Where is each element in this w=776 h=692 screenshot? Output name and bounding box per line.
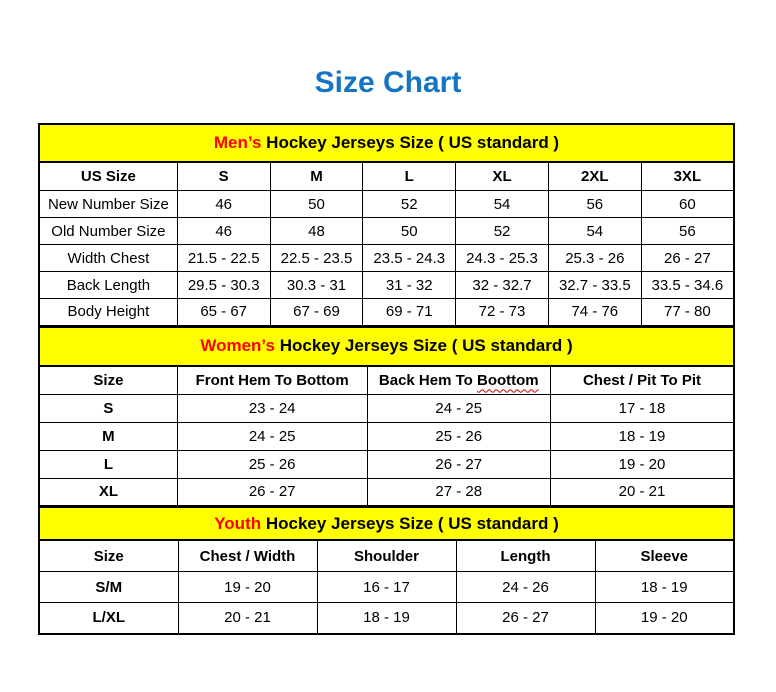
mens-table-title-accent: Men’s [213, 133, 262, 152]
youth-table-title-rest: Hockey Jerseys Size ( US standard ) [261, 513, 559, 533]
table-row [39, 272, 734, 299]
mens-table-title [38, 123, 735, 162]
size-value-cell: 23 - 24 [177, 394, 367, 422]
mens-size-table [38, 162, 735, 327]
womens-section [38, 326, 735, 508]
size-value-cell: 60 [641, 191, 734, 218]
size-value-cell: 54 [548, 218, 641, 245]
misspelled-word: Boottom [476, 371, 539, 389]
size-value-cell: 54 [456, 191, 549, 218]
womens-table-title-rest: Hockey Jerseys Size ( US standard ) [274, 336, 573, 355]
row-label: New Number Size [39, 191, 177, 218]
size-value-cell: 50 [363, 218, 456, 245]
column-header-row [39, 163, 734, 191]
column-header-row [39, 366, 734, 394]
youth-section [38, 506, 735, 635]
size-value-cell: 77 - 80 [641, 299, 734, 326]
size-value-cell: 31 - 32 [363, 272, 456, 299]
column-header: S [177, 163, 270, 191]
table-row [39, 245, 734, 272]
size-value-cell: 32 - 32.7 [456, 272, 549, 299]
size-value-cell: 20 - 21 [551, 478, 735, 506]
size-value-cell: 22.5 - 23.5 [270, 245, 363, 272]
size-value-cell: 74 - 76 [548, 299, 641, 326]
row-label: Old Number Size [39, 218, 177, 245]
size-value-cell: 24.3 - 25.3 [456, 245, 549, 272]
size-chart-body [38, 123, 735, 635]
row-label: Width Chest [39, 245, 177, 272]
size-value-cell: 23.5 - 24.3 [363, 245, 456, 272]
size-value-cell: 19 - 20 [595, 603, 734, 634]
column-header: 3XL [641, 163, 734, 191]
row-label: S/M [39, 572, 178, 603]
column-header: Front Hem To Bottom [177, 366, 367, 394]
column-header: Chest / Width [178, 541, 317, 572]
size-value-cell: 18 - 19 [317, 603, 456, 634]
table-row [39, 603, 734, 634]
table-row [39, 191, 734, 218]
size-value-cell: 20 - 21 [178, 603, 317, 634]
size-value-cell: 25.3 - 26 [548, 245, 641, 272]
row-label: L/XL [39, 603, 178, 634]
size-value-cell: 26 - 27 [456, 603, 595, 634]
size-value-cell: 19 - 20 [551, 450, 735, 478]
size-value-cell: 67 - 69 [270, 299, 363, 326]
row-label: S [39, 394, 177, 422]
womens-table-title-accent: Women’s [200, 336, 275, 355]
size-value-cell: 32.7 - 33.5 [548, 272, 641, 299]
column-header-row [39, 541, 734, 572]
page-title: Size Chart [314, 66, 462, 99]
size-value-cell: 30.3 - 31 [270, 272, 363, 299]
column-header: L [363, 163, 456, 191]
size-value-cell: 69 - 71 [363, 299, 456, 326]
row-label: L [39, 450, 177, 478]
row-label: Back Length [39, 272, 177, 299]
size-value-cell: 52 [363, 191, 456, 218]
size-value-cell: 17 - 18 [551, 394, 735, 422]
table-row [39, 572, 734, 603]
size-value-cell: 46 [177, 218, 270, 245]
table-row [39, 218, 734, 245]
table-row [39, 422, 734, 450]
size-value-cell: 48 [270, 218, 363, 245]
size-value-cell: 33.5 - 34.6 [641, 272, 734, 299]
column-header: Size [39, 366, 177, 394]
column-header: US Size [39, 163, 177, 191]
size-value-cell: 52 [456, 218, 549, 245]
size-value-cell: 27 - 28 [367, 478, 550, 506]
size-value-cell: 24 - 26 [456, 572, 595, 603]
size-value-cell: 25 - 26 [367, 422, 550, 450]
column-header: Chest / Pit To Pit [551, 366, 735, 394]
column-header: M [270, 163, 363, 191]
youth-table-title-accent: Youth [214, 513, 262, 533]
youth-size-table [38, 540, 735, 635]
size-value-cell: 18 - 19 [551, 422, 735, 450]
column-header: 2XL [548, 163, 641, 191]
size-value-cell: 46 [177, 191, 270, 218]
size-value-cell: 26 - 27 [367, 450, 550, 478]
size-value-cell: 26 - 27 [177, 478, 367, 506]
column-header: XL [456, 163, 549, 191]
row-label: XL [39, 478, 177, 506]
size-value-cell: 25 - 26 [177, 450, 367, 478]
row-label: Body Height [39, 299, 177, 326]
mens-section [38, 123, 735, 327]
size-value-cell: 24 - 25 [367, 394, 550, 422]
column-header: Sleeve [595, 541, 734, 572]
size-value-cell: 19 - 20 [178, 572, 317, 603]
size-value-cell: 56 [548, 191, 641, 218]
size-value-cell: 18 - 19 [595, 572, 734, 603]
column-header: Back Hem To Boottom [367, 366, 550, 394]
row-label: M [39, 422, 177, 450]
column-header: Shoulder [317, 541, 456, 572]
size-value-cell: 21.5 - 22.5 [177, 245, 270, 272]
table-row [39, 299, 734, 326]
table-row [39, 478, 734, 506]
mens-table-title-rest: Hockey Jerseys Size ( US standard ) [261, 133, 560, 152]
column-header: Length [456, 541, 595, 572]
size-value-cell: 29.5 - 30.3 [177, 272, 270, 299]
size-value-cell: 16 - 17 [317, 572, 456, 603]
womens-table-title [38, 326, 735, 366]
size-value-cell: 26 - 27 [641, 245, 734, 272]
size-value-cell: 56 [641, 218, 734, 245]
table-row [39, 450, 734, 478]
size-value-cell: 72 - 73 [456, 299, 549, 326]
size-value-cell: 50 [270, 191, 363, 218]
size-value-cell: 24 - 25 [177, 422, 367, 450]
table-row [39, 394, 734, 422]
youth-table-title [38, 506, 735, 540]
size-value-cell: 65 - 67 [177, 299, 270, 326]
column-header: Size [39, 541, 178, 572]
womens-size-table [38, 366, 735, 508]
